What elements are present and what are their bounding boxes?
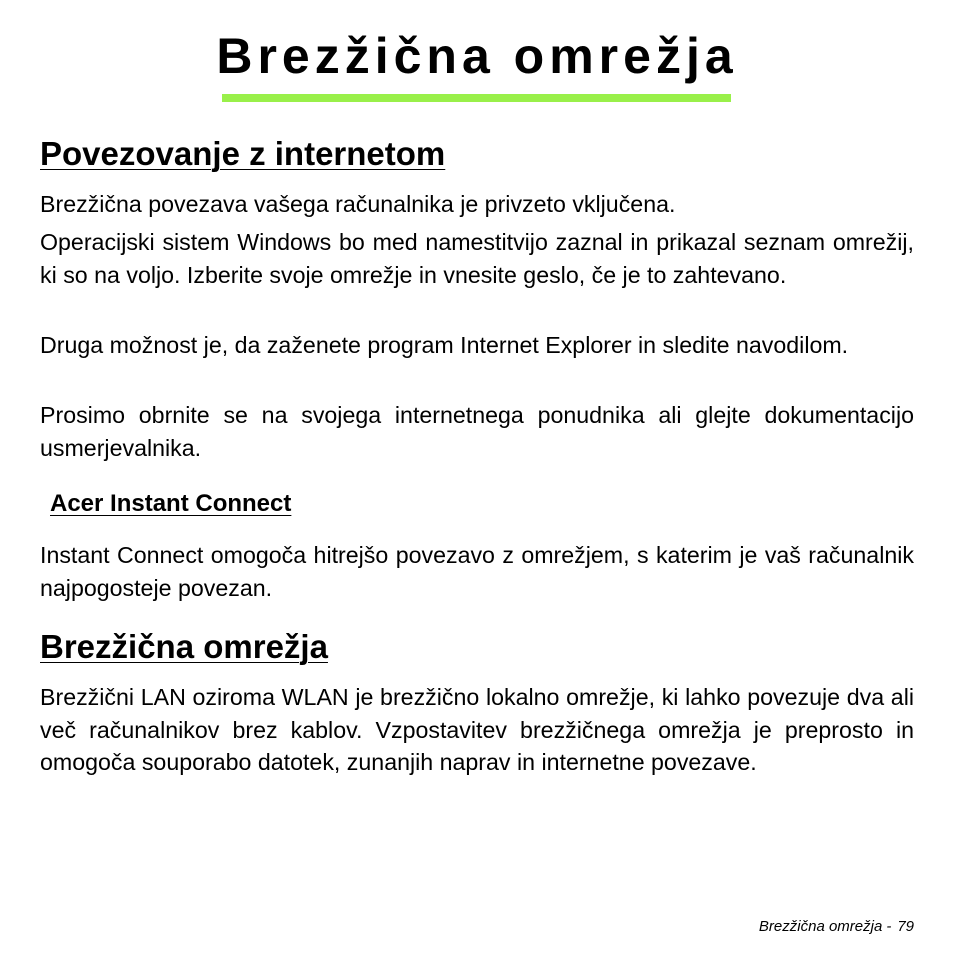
paragraph: Prosimo obrnite se na svojega internetnega ponudnika ali glejte dokumentacijo usmerjevalnika. — [40, 402, 914, 461]
paragraph: Instant Connect omogoča hitrejšo povezavo z omrežjem, s katerim je vaš računalnik najpogosteje povezan. — [40, 542, 914, 601]
footer-section-name: Brezžična omrežja — [758, 918, 883, 935]
section-heading-internet: Povezovanje z internetom — [40, 135, 446, 172]
page-footer — [759, 917, 914, 937]
paragraph: Operacijski sistem Windows bo med namestitvijo zaznal in prikazal seznam omrežij, ki so na voljo. Izberite svoje omrežje in vnesite geslo, če je to zahtevano. — [40, 229, 914, 288]
section-heading-wireless-networks: Brezžična omrežja — [40, 628, 328, 665]
paragraph: Brezžični LAN oziroma WLAN je brezžično lokalno omrežje, ki lahko povezuje dva ali več računalnikov brez kablov. Vzpostavitev brezžičnega omrežja je preprosto in omogoča souporabo datotek, zunanjih naprav in internetne povezave. — [40, 684, 914, 775]
footer-page-number: 79 — [897, 918, 914, 935]
subsection-heading-instant-connect: Acer Instant Connect — [50, 490, 292, 517]
paragraph: Brezžična povezava vašega računalnika je privzeto vključena. — [40, 191, 676, 217]
paragraph: Druga možnost je, da zaženete program Internet Explorer in sledite navodilom. — [40, 332, 849, 358]
footer-separator: - — [886, 918, 892, 935]
page-title: Brezžična omrežja — [216, 28, 738, 84]
title-underline-bar — [222, 94, 731, 102]
